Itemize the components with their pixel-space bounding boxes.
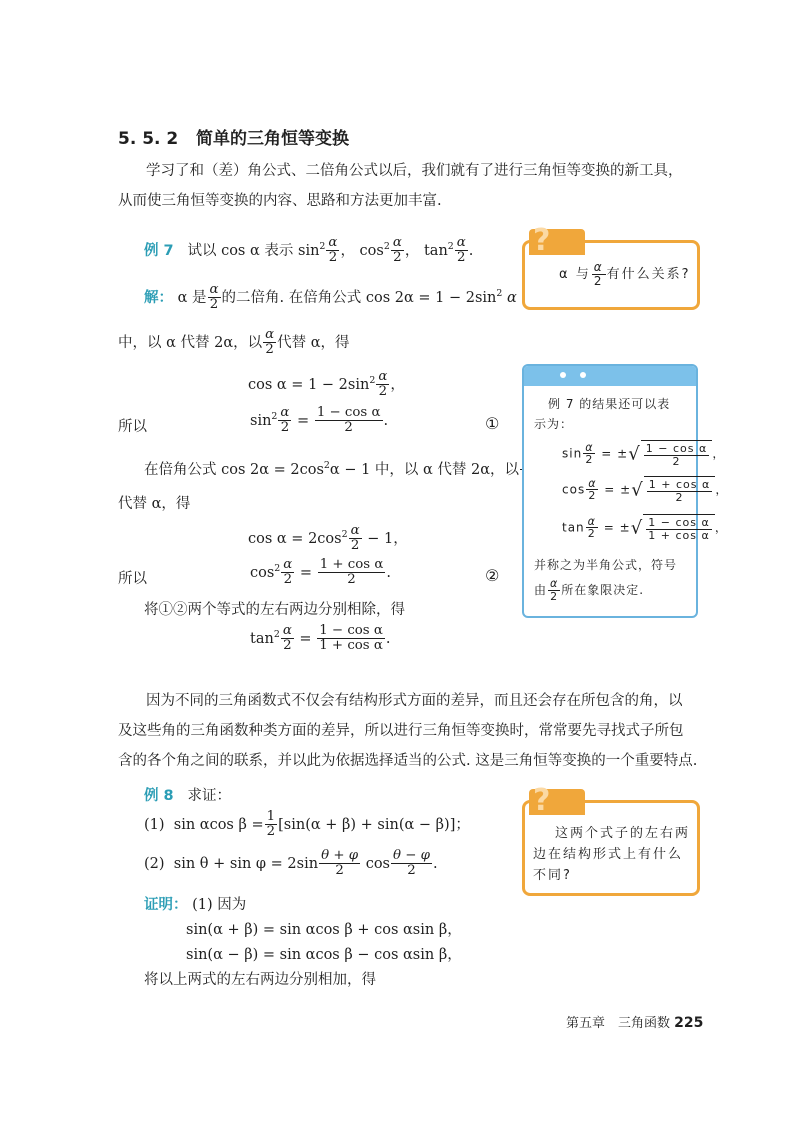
equation-1: $\sin^2$ $\frac{\alpha}{2}$ = $\frac{\text{1 − cos α}}{2}$ . <box>250 405 389 436</box>
page-footer <box>566 1012 703 1031</box>
section-title: 简单的三角恒等变换 <box>196 129 350 149</box>
dot-icon <box>560 372 566 378</box>
equation-marker-2: ② <box>485 566 500 585</box>
so-label-2: 所以 <box>118 571 147 587</box>
section-heading <box>118 124 349 149</box>
equation-marker-1: ① <box>485 414 500 433</box>
half-angle-sin: sin $\frac{\alpha}{2}$ = ±√ $\frac{\text{1 − cos α}}{2}$ ， <box>562 440 726 468</box>
sidebar3-text: 这两个式子的左右两 边在结构形式上有什么 不同? <box>533 826 691 883</box>
page-number: 225 <box>674 1015 704 1031</box>
half-angle-tan: tan $\frac{\alpha}{2}$ = ±√ $\frac{\text{1 − cos α}}{\text{1 + cos α}}$ ， <box>562 514 728 542</box>
solution-line-2: 中，以 α 代替 2α，以 $\frac{\alpha}{2}$ 代替 α，得 <box>118 327 350 358</box>
proof-label: 证明： <box>144 897 188 913</box>
note-outro: 并称之为半角公式，符号 <box>534 558 678 572</box>
example7-label: 例 7 <box>144 242 174 259</box>
intro-line: 学习了和（差）角公式、二倍角公式以后，我们就有了进行三角恒等变换的新工具， <box>146 163 683 179</box>
equation-tan: $\tan^2$ $\frac{\alpha}{2}$ = $\frac{\text{1 − cos α}}{\text{1 + cos α}}$ . <box>250 623 391 654</box>
solution-line-4: 代替 α，得 <box>118 496 191 512</box>
sidebar1-text: α 与 $\frac{\alpha}{2}$ 有什么关系? <box>559 260 691 288</box>
equation-cos-sin: $\cos \alpha = 1 - 2\sin^2$ $\frac{\alpha}{2}$ ， <box>248 369 405 400</box>
example8-label: 例 8 <box>144 788 174 804</box>
solution-line-3: 在倍角公式 $\cos 2\alpha = 2\cos^2\alpha - 1$ 中，以 α 代替 2α，以 <box>144 455 534 485</box>
sidebar-question-1 <box>522 223 700 310</box>
characteristic-paragraph <box>118 686 698 776</box>
solution-line-1: 解： α 是 $\frac{\alpha}{2}$ 的二倍角. 在倍角公式 $\cos 2\alpha = 1 - 2\sin^2$ α <box>144 282 517 313</box>
example7-prompt: 例 7 试以 cos α 表示 $\sin^2$ $\frac{\alpha}{2}$ ， $\cos^2$ $\frac{\alpha}{2}$ ， $\tan^2$ $\frac{\alpha}{2}$ . <box>144 235 474 266</box>
dot-icon <box>580 372 586 378</box>
half-angle-cos: cos $\frac{\alpha}{2}$ = ±√ $\frac{\text{1 + cos α}}{2}$ ， <box>562 476 729 504</box>
section-number: 5. 5. 2 <box>118 129 179 149</box>
note-outro-line2: 由 $\frac{\alpha}{2}$ 所在象限决定. <box>534 577 645 603</box>
so-label-1: 所以 <box>118 419 147 435</box>
paragraph-line: 及这些角的三角函数种类方面的差异，所以进行三角恒等变换时，常常要先寻找式子所包 <box>118 723 684 739</box>
sidebar-question-2 <box>522 783 700 896</box>
example8-part1: (1) sin αcos β = $\frac{1}{2}$ [sin(α + β) + sin(α − β)]； <box>144 809 470 840</box>
equation-2: $\cos^2$ $\frac{\alpha}{2}$ = $\frac{\text{1 + cos α}}{2}$ . <box>250 557 391 588</box>
equation-cos-cos: $\cos \alpha = 2\cos^2$ $\frac{\alpha}{2}$ − 1， <box>248 523 408 554</box>
paragraph-line: 含的各个角之间的联系，并以此为依据选择适当的公式. 这是三角恒等变换的一个重要特点. <box>118 753 698 769</box>
proof-start: 证明： (1) 因为 <box>144 897 247 913</box>
proof-equation-b: sin(α − β) = sin αcos β − cos αsin β， <box>186 947 462 963</box>
solution-label: 解： <box>144 289 173 306</box>
divide-text: 将①②两个等式的左右两边分别相除，得 <box>144 602 405 618</box>
note-header <box>524 366 696 386</box>
proof-equation-a: sin(α + β) = sin αcos β + cos αsin β， <box>186 922 462 938</box>
intro-line: 从而使三角恒等变换的内容、思路和方法更加丰富. <box>118 193 442 209</box>
footer-chapter: 第五章 三角函数 <box>566 1016 671 1031</box>
example8-prompt: 例 8 求证： <box>144 788 231 804</box>
question-mark-icon: ? <box>533 783 551 818</box>
proof-add-text: 将以上两式的左右两边分别相加，得 <box>144 972 376 988</box>
paragraph-line: 因为不同的三角函数式不仅会有结构形式方面的差异，而且还会存在所包含的角，以 <box>146 693 683 709</box>
intro-paragraph <box>118 156 698 216</box>
sidebar-note <box>522 364 729 618</box>
note-intro: 例 7 的结果还可以表 示为： <box>534 397 671 431</box>
question-mark-icon: ? <box>533 223 551 258</box>
example8-part2: (2) sin θ + sin φ = 2sin $\frac{\theta + \varphi}{2}$ cos $\frac{\theta - \varphi}{2}$ . <box>144 848 438 879</box>
